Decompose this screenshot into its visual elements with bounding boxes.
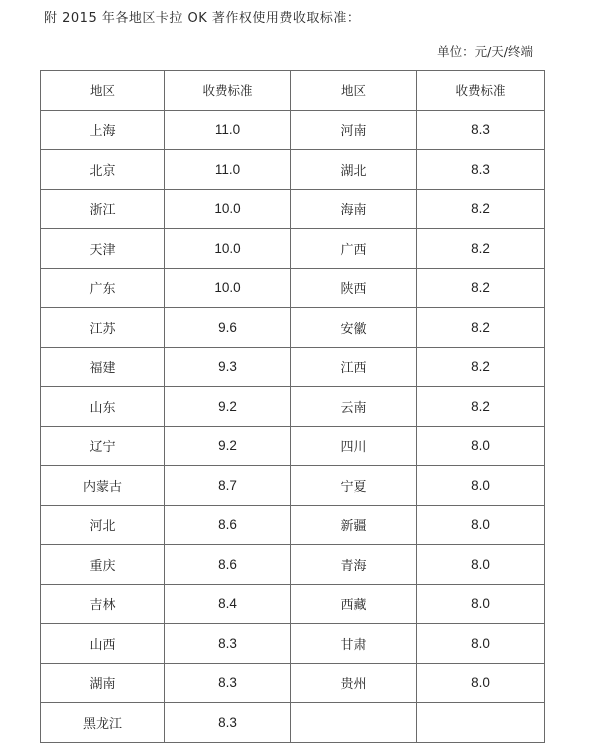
table-row [41, 189, 545, 229]
table-row [41, 268, 545, 308]
fee-left-cell: 8.6 [165, 505, 291, 545]
region-right-cell: 云南 [291, 387, 417, 427]
table-body [41, 110, 545, 742]
region-right-cell: 安徽 [291, 308, 417, 348]
region-left-cell: 黑龙江 [41, 703, 165, 743]
region-right-cell: 河南 [291, 110, 417, 150]
fee-right-cell: 8.0 [417, 545, 545, 585]
fee-left-cell: 9.3 [165, 347, 291, 387]
header-region-right: 地区 [291, 71, 417, 111]
fee-right-cell: 8.0 [417, 426, 545, 466]
fee-left-cell: 11.0 [165, 110, 291, 150]
fee-right-cell: 8.0 [417, 624, 545, 664]
region-right-cell: 青海 [291, 545, 417, 585]
fee-right-cell [417, 703, 545, 743]
table-row [41, 545, 545, 585]
fee-right-cell: 8.2 [417, 229, 545, 269]
table-row [41, 110, 545, 150]
fee-left-cell: 8.7 [165, 466, 291, 506]
fee-right-cell: 8.2 [417, 347, 545, 387]
region-left-cell: 上海 [41, 110, 165, 150]
region-right-cell: 甘肃 [291, 624, 417, 664]
fee-left-cell: 10.0 [165, 229, 291, 269]
region-left-cell: 广东 [41, 268, 165, 308]
fee-right-cell: 8.2 [417, 268, 545, 308]
fee-right-cell: 8.2 [417, 387, 545, 427]
fee-left-cell: 8.3 [165, 624, 291, 664]
region-left-cell: 重庆 [41, 545, 165, 585]
region-right-cell: 西藏 [291, 584, 417, 624]
table-row [41, 347, 545, 387]
table-row [41, 308, 545, 348]
fee-left-cell: 9.6 [165, 308, 291, 348]
region-left-cell: 湖南 [41, 663, 165, 703]
fee-right-cell: 8.2 [417, 308, 545, 348]
fee-right-cell: 8.0 [417, 584, 545, 624]
table-row [41, 426, 545, 466]
region-left-cell: 辽宁 [41, 426, 165, 466]
header-region-left: 地区 [41, 71, 165, 111]
header-fee-right: 收费标准 [417, 71, 545, 111]
fee-right-cell: 8.0 [417, 466, 545, 506]
region-left-cell: 山西 [41, 624, 165, 664]
fee-left-cell: 8.3 [165, 663, 291, 703]
table-row [41, 703, 545, 743]
table-row [41, 466, 545, 506]
table-row [41, 584, 545, 624]
table-row [41, 505, 545, 545]
region-left-cell: 江苏 [41, 308, 165, 348]
region-left-cell: 吉林 [41, 584, 165, 624]
fee-left-cell: 8.4 [165, 584, 291, 624]
fee-table [40, 70, 545, 743]
fee-right-cell: 8.3 [417, 150, 545, 190]
region-left-cell: 福建 [41, 347, 165, 387]
region-right-cell: 贵州 [291, 663, 417, 703]
region-left-cell: 天津 [41, 229, 165, 269]
region-right-cell: 海南 [291, 189, 417, 229]
region-left-cell: 山东 [41, 387, 165, 427]
region-left-cell: 河北 [41, 505, 165, 545]
table-row [41, 387, 545, 427]
region-left-cell: 浙江 [41, 189, 165, 229]
fee-left-cell: 10.0 [165, 268, 291, 308]
region-right-cell: 四川 [291, 426, 417, 466]
fee-left-cell: 9.2 [165, 426, 291, 466]
table-row [41, 663, 545, 703]
table-row [41, 150, 545, 190]
fee-right-cell: 8.0 [417, 505, 545, 545]
fee-left-cell: 9.2 [165, 387, 291, 427]
region-right-cell: 湖北 [291, 150, 417, 190]
header-fee-left: 收费标准 [165, 71, 291, 111]
fee-left-cell: 10.0 [165, 189, 291, 229]
fee-right-cell: 8.2 [417, 189, 545, 229]
region-right-cell: 广西 [291, 229, 417, 269]
fee-right-cell: 8.3 [417, 110, 545, 150]
fee-right-cell: 8.0 [417, 663, 545, 703]
region-left-cell: 北京 [41, 150, 165, 190]
unit-label: 单位：元/天/终端 [437, 44, 533, 59]
table-caption: 附 2015 年各地区卡拉 OK 著作权使用费收取标准： [44, 11, 361, 26]
table-header-row [41, 71, 545, 111]
region-right-cell: 江西 [291, 347, 417, 387]
fee-left-cell: 8.6 [165, 545, 291, 585]
fee-left-cell: 8.3 [165, 703, 291, 743]
table-row [41, 229, 545, 269]
region-left-cell: 内蒙古 [41, 466, 165, 506]
region-right-cell: 宁夏 [291, 466, 417, 506]
fee-left-cell: 11.0 [165, 150, 291, 190]
region-right-cell [291, 703, 417, 743]
table-row [41, 624, 545, 664]
region-right-cell: 新疆 [291, 505, 417, 545]
region-right-cell: 陕西 [291, 268, 417, 308]
